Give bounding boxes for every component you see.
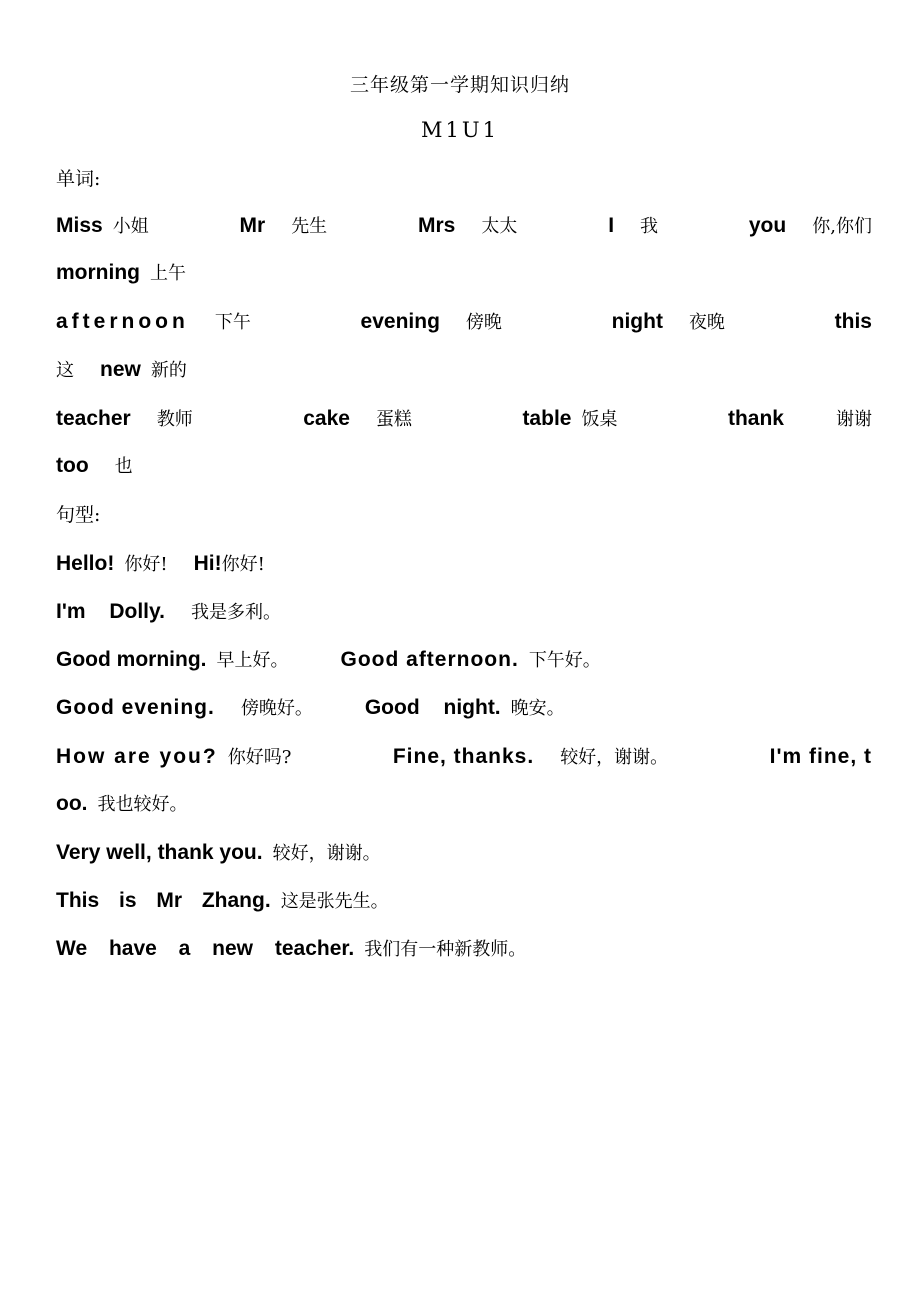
vocab-zh: 上午 bbox=[150, 263, 186, 284]
vocab-zh: 这 bbox=[56, 360, 74, 381]
vocab-en: table bbox=[522, 407, 572, 430]
vocab-row bbox=[56, 211, 872, 242]
sentence-en: Hi! bbox=[193, 552, 222, 575]
sentence-zh: 傍晚好。 bbox=[240, 698, 313, 719]
vocab-en: Mrs bbox=[418, 214, 456, 237]
sentence-zh: 晚安。 bbox=[510, 698, 565, 719]
sentence-zh: 较好，谢谢。 bbox=[560, 747, 669, 768]
vocab-en: teacher bbox=[56, 407, 131, 430]
vocab-en: you bbox=[748, 214, 787, 237]
sentence-zh: 早上好。 bbox=[216, 650, 289, 671]
sentence-zh: 我是多利。 bbox=[190, 602, 281, 623]
vocab-item bbox=[240, 211, 328, 242]
vocab-zh: 新的 bbox=[150, 360, 187, 381]
vocab-en: thank bbox=[727, 407, 784, 430]
vocab-row bbox=[56, 307, 872, 338]
vocab-zh: 傍晚 bbox=[465, 312, 502, 333]
sentence-zh: 我们有一种新教师。 bbox=[364, 939, 527, 960]
vocab-item bbox=[835, 307, 872, 337]
sentences-label: 句型: bbox=[56, 504, 101, 526]
vocab-en: new bbox=[100, 358, 141, 381]
sentence-row bbox=[56, 742, 872, 773]
sentence-row bbox=[56, 645, 872, 676]
vocab-zh: 夜晚 bbox=[688, 312, 725, 333]
vocab-en: morning bbox=[56, 261, 140, 284]
unit-heading: M1U1 bbox=[421, 118, 499, 142]
sentence-item bbox=[393, 742, 668, 773]
sentence-en: Good evening. bbox=[56, 696, 215, 719]
vocab-zh: 下午 bbox=[214, 312, 251, 333]
vocab-en: this bbox=[834, 310, 872, 333]
vocab-item bbox=[56, 307, 251, 338]
vocab-item bbox=[303, 404, 412, 435]
sentence-row bbox=[56, 693, 872, 724]
sentence-en: We have a new teacher. bbox=[56, 937, 355, 960]
vocab-en: evening bbox=[360, 310, 440, 333]
sentence-en: Good night. bbox=[364, 696, 501, 719]
vocab-zh: 教师 bbox=[156, 409, 193, 430]
vocab-row bbox=[56, 451, 872, 482]
sentence-row bbox=[56, 549, 872, 580]
vocab-zh: 小姐 bbox=[112, 216, 149, 237]
sentence-en: How are you? bbox=[56, 745, 218, 768]
sentence-item bbox=[56, 742, 291, 773]
sentence-en: I'm fine, t bbox=[769, 745, 872, 768]
vocab-item bbox=[749, 211, 872, 242]
vocab-row bbox=[56, 404, 872, 435]
sentence-en: I'm Dolly. bbox=[56, 600, 165, 623]
vocab-en: too bbox=[56, 454, 89, 477]
vocab-zh: 谢谢 bbox=[835, 409, 872, 430]
sentence-row bbox=[56, 838, 872, 869]
sentence-en: Good morning. bbox=[56, 648, 207, 671]
vocab-item bbox=[728, 404, 872, 435]
vocab-item bbox=[612, 307, 725, 338]
sentence-en: Good afternoon. bbox=[340, 648, 519, 671]
vocab-item bbox=[608, 211, 658, 242]
vocab-item bbox=[522, 404, 617, 435]
vocab-en: afternoon bbox=[56, 310, 189, 333]
sentence-row bbox=[56, 886, 872, 917]
sentence-row bbox=[56, 789, 872, 820]
vocab-item bbox=[56, 211, 149, 242]
document-title: 三年级第一学期知识归纳 bbox=[349, 74, 570, 96]
vocab-en: Mr bbox=[239, 214, 266, 237]
sentence-en: This is Mr Zhang. bbox=[56, 889, 271, 912]
sentence-zh: 你好! bbox=[221, 554, 265, 575]
sentence-row bbox=[56, 934, 872, 965]
vocab-row bbox=[56, 355, 872, 386]
sentence-zh: 这是张先生。 bbox=[280, 891, 389, 912]
sentence-en: Fine, thanks. bbox=[392, 745, 535, 768]
vocab-zh: 先生 bbox=[291, 216, 328, 237]
sentence-zh: 我也较好。 bbox=[97, 794, 188, 815]
vocab-en: I bbox=[608, 214, 615, 237]
sentence-en: oo. bbox=[56, 792, 88, 815]
sentence-row bbox=[56, 597, 872, 628]
vocab-zh: 太太 bbox=[481, 216, 518, 237]
vocab-en: night bbox=[611, 310, 663, 333]
sentence-en: Very well, thank you. bbox=[56, 841, 263, 864]
sentence-zh: 你好! bbox=[124, 554, 168, 575]
sentence-item bbox=[770, 742, 872, 772]
sentence-zh: 下午好。 bbox=[528, 650, 601, 671]
vocab-zh: 蛋糕 bbox=[375, 409, 412, 430]
vocab-item bbox=[56, 404, 193, 435]
vocab-zh: 饭桌 bbox=[581, 409, 618, 430]
vocab-row bbox=[56, 258, 872, 289]
vocab-zh: 也 bbox=[114, 456, 133, 477]
vocab-en: cake bbox=[303, 407, 350, 430]
vocab-item bbox=[418, 211, 517, 242]
sentence-zh: 你好吗? bbox=[227, 747, 292, 768]
sentence-zh: 较好，谢谢。 bbox=[272, 843, 381, 864]
vocab-item bbox=[361, 307, 502, 338]
vocab-zh: 你,你们 bbox=[812, 216, 872, 237]
vocab-en: Miss bbox=[56, 214, 103, 237]
sentence-en: Hello! bbox=[56, 552, 115, 575]
vocab-zh: 我 bbox=[640, 216, 659, 237]
words-label: 单词: bbox=[56, 168, 101, 190]
